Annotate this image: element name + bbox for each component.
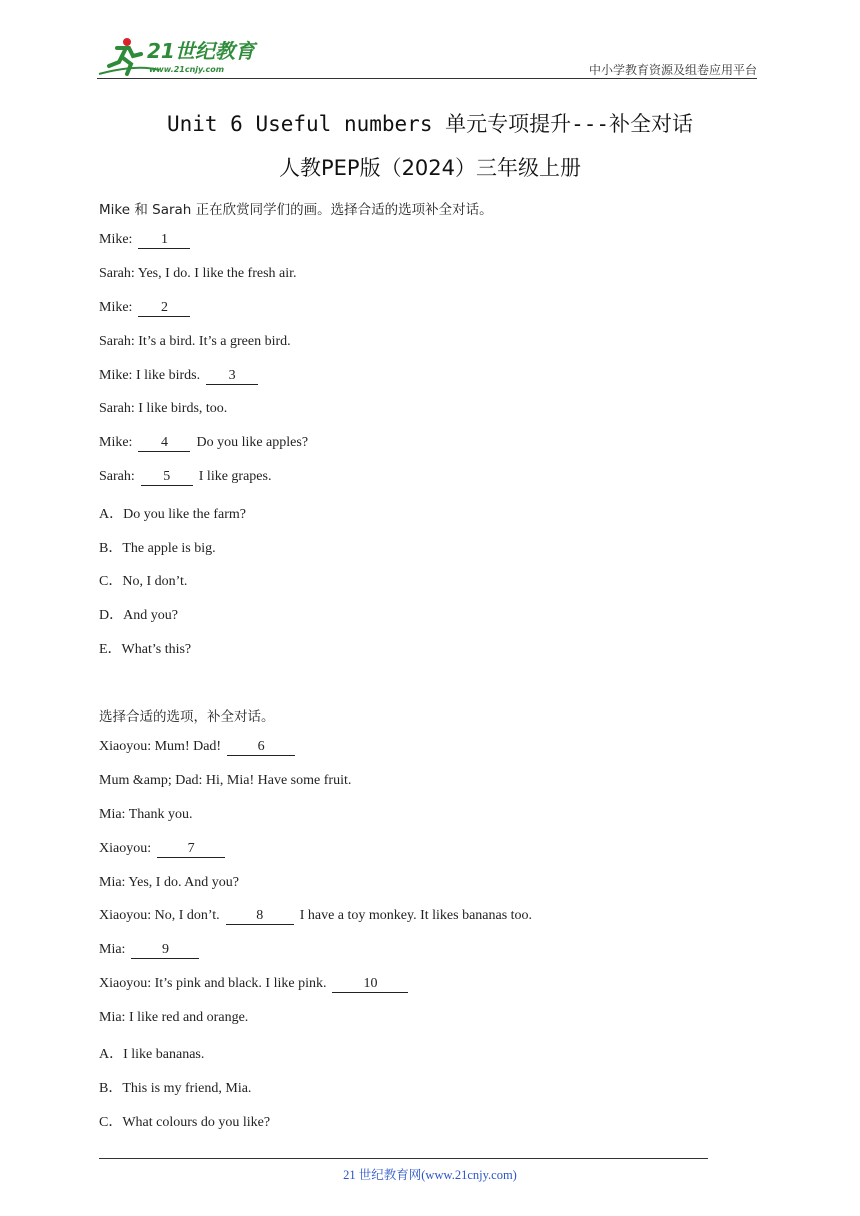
section1-intro: Mike 和 Sarah 正在欣赏同学们的画。选择合适的选项补全对话。 [99,202,493,218]
option-b: B．The apple is big. [99,541,216,556]
option-d: D．And you? [99,608,178,623]
answer-blank[interactable]: 7 [157,841,225,858]
page-header [97,34,757,78]
dialogue-line: Mia: Yes, I do. And you? [99,875,240,890]
header-platform-text: 中小学教育资源及组卷应用平台 [588,63,757,77]
dialogue-line: Xiaoyou: No, I don’t. 8 I have a toy monkey. It likes bananas too. [99,908,533,923]
option-a: A．Do you like the farm? [99,507,246,522]
dialogue-line: Sarah: It’s a bird. It’s a green bird. [99,334,291,349]
footer-divider [99,1158,708,1159]
dialogue-line: Mum &amp; Dad: Hi, Mia! Have some fruit. [99,773,352,788]
option-c: C．What colours do you like? [99,1115,271,1130]
option-e: E．What’s this? [99,642,192,657]
site-logo [97,34,267,78]
dialogue-line: Sarah: 5 I like grapes. [99,469,272,484]
answer-blank[interactable]: 6 [227,739,295,756]
option-c: C．No, I don’t. [99,574,188,589]
dialogue-line: Mia: Thank you. [99,807,193,822]
dialogue-line: Xiaoyou: Mum! Dad! 6 [99,739,301,756]
dialogue-line: Sarah: I like birds, too. [99,401,228,416]
answer-blank[interactable]: 10 [332,976,408,993]
dialogue-line: Mia: 9 [99,942,205,959]
dialogue-line: Xiaoyou: 7 [99,841,231,858]
answer-blank[interactable]: 5 [141,469,193,486]
option-b: B．This is my friend, Mia. [99,1081,252,1096]
answer-blank[interactable]: 1 [138,232,190,249]
answer-blank[interactable]: 4 [138,435,190,452]
answer-blank[interactable]: 8 [226,908,294,925]
svg-text:www.21cnjy.com: www.21cnjy.com [149,65,225,74]
page-title: Unit 6 Useful numbers 单元专项提升---补全对话 [166,112,694,136]
answer-blank[interactable]: 9 [131,942,199,959]
dialogue-line: Mike: 1 [99,232,196,249]
answer-blank[interactable]: 2 [138,300,190,317]
section2-intro: 选择合适的选项，补全对话。 [99,709,275,725]
svg-text:21世纪教育: 21世纪教育 [147,39,255,63]
dialogue-line: Mike: 2 [99,300,196,317]
header-divider [97,78,757,79]
dialogue-line: Xiaoyou: It’s pink and black. I like pink. 10 [99,976,414,993]
footer-link[interactable]: 21 世纪教育网(www.21cnjy.com) [343,1168,517,1182]
answer-blank[interactable]: 3 [206,368,258,385]
dialogue-line: Mike: I like birds. 3 [99,368,264,385]
dialogue-line: Sarah: Yes, I do. I like the fresh air. [99,266,297,281]
dialogue-line: Mia: I like red and orange. [99,1010,249,1025]
page-subtitle: 人教PEP版（2024）三年级上册 [278,156,582,180]
dialogue-line: Mike: 4 Do you like apples? [99,435,309,450]
option-a: A．I like bananas. [99,1047,205,1062]
